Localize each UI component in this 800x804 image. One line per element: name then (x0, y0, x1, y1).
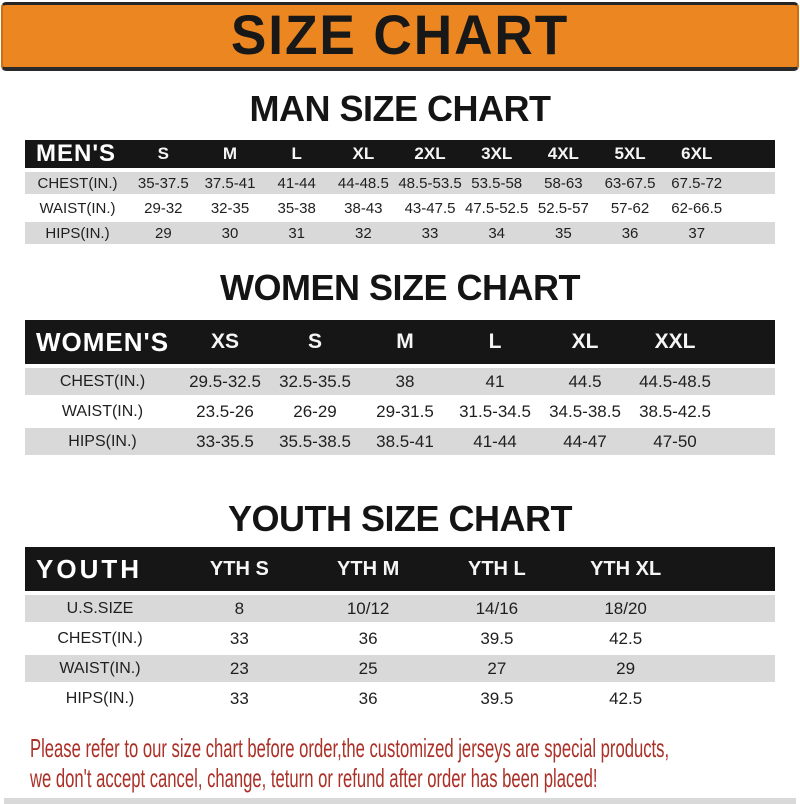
table-cell: 23 (229, 658, 249, 678)
table-cell: 41 (485, 371, 505, 391)
column-header: YTH S (209, 557, 269, 580)
column-header: M (222, 144, 238, 163)
table-cell: 14/16 (475, 598, 519, 618)
row-label: HIPS(IN.) (68, 432, 137, 450)
table-cell: 42.5 (609, 628, 643, 648)
row-label: U.S.SIZE (66, 599, 134, 617)
table-cell: 35.5-38.5 (279, 431, 351, 451)
table-cell: 43-47.5 (404, 199, 456, 217)
column-header: L (488, 330, 502, 353)
table-cell: 52.5-57 (537, 199, 589, 217)
size-section-youth (0, 500, 800, 715)
table-cell: 38.5-41 (376, 431, 434, 451)
table-cell: 32-35 (210, 199, 250, 217)
table-cell: 29 (154, 224, 172, 242)
bottom-divider (4, 798, 796, 804)
row-label: CHEST(IN.) (57, 629, 143, 647)
table-cell: 30 (221, 224, 239, 242)
table-cell: 35-38 (277, 199, 316, 217)
table-row (25, 222, 775, 244)
table-cell: 33 (229, 688, 249, 708)
column-header: 4XL (547, 144, 579, 163)
table-cell: 44-47 (563, 431, 607, 451)
table-row (25, 595, 775, 622)
row-label: HIPS(IN.) (65, 689, 135, 707)
table-row (25, 368, 775, 395)
column-header: M (396, 330, 414, 353)
column-header: XL (352, 144, 375, 163)
table-cell: 47.5-52.5 (465, 199, 529, 217)
table-cell: 34.5-38.5 (549, 401, 621, 421)
table-cell: 33-35.5 (196, 431, 254, 451)
table-cell: 37 (688, 224, 706, 242)
size-table-youth (25, 547, 775, 715)
row-label: HIPS(IN.) (45, 224, 110, 242)
table-corner-label: YOUTH (36, 553, 142, 584)
section-heading-men: MAN SIZE CHART (249, 88, 551, 129)
table-row (25, 398, 775, 425)
table-cell: 36 (358, 628, 378, 648)
table-cell: 57-62 (610, 199, 650, 217)
table-cell: 25 (358, 658, 378, 678)
table-cell: 32 (355, 224, 372, 242)
table-cell: 39.5 (480, 688, 514, 708)
table-cell: 10/12 (346, 598, 390, 618)
table-cell: 38-43 (344, 199, 383, 217)
table-cell: 33 (229, 628, 249, 648)
table-cell: 29-31.5 (376, 401, 434, 421)
table-cell: 39.5 (480, 628, 514, 648)
table-cell: 29.5-32.5 (189, 371, 261, 391)
column-header: YTH L (467, 557, 526, 580)
table-row (25, 428, 775, 455)
table-cell: 34 (488, 224, 506, 242)
table-row (25, 685, 775, 712)
table-cell: 26-29 (293, 401, 337, 421)
section-heading-women: WOMEN SIZE CHART (220, 267, 580, 308)
table-row (25, 655, 775, 682)
table-row (25, 172, 775, 194)
column-header: YTH M (337, 557, 400, 580)
size-section-women (0, 269, 800, 458)
table-cell: 44.5 (568, 371, 602, 391)
table-row (25, 197, 775, 219)
table-cell: 62-66.5 (671, 199, 723, 217)
size-section-men (0, 90, 800, 247)
column-header: XL (571, 330, 599, 353)
row-label: WAIST(IN.) (61, 402, 144, 420)
table-header (25, 320, 775, 364)
column-header: XXL (654, 330, 696, 353)
table-cell: 41-44 (473, 431, 517, 451)
size-table-women (25, 320, 775, 458)
table-cell: 35-37.5 (137, 174, 189, 192)
size-chart-page (0, 2, 800, 802)
table-cell: 29 (616, 658, 636, 678)
table-cell: 36 (621, 224, 639, 242)
footer-note-line-2: we don't accept cancel, change, teturn or refund after order has been placed! (30, 763, 598, 793)
table-cell: 23.5-26 (196, 401, 254, 421)
footer-note (30, 733, 800, 793)
footer-note-line-1: Please refer to our size chart before order,the customized jerseys are special products, (30, 733, 670, 763)
table-cell: 53.5-58 (471, 174, 523, 192)
column-header: S (157, 144, 169, 163)
column-header: L (291, 144, 302, 163)
column-header: 5XL (614, 144, 646, 163)
column-header: 3XL (481, 144, 513, 163)
table-cell: 41-44 (277, 174, 316, 192)
table-cell: 63-67.5 (604, 174, 656, 192)
table-corner-label: WOMEN'S (36, 326, 170, 357)
row-label: WAIST(IN.) (39, 199, 116, 217)
table-cell: 42.5 (609, 688, 643, 708)
table-cell: 67.5-72 (671, 174, 723, 192)
column-header: YTH XL (590, 557, 662, 580)
table-cell: 31.5-34.5 (459, 401, 531, 421)
table-cell: 37.5-41 (204, 174, 256, 192)
table-cell: 36 (358, 688, 378, 708)
column-header: S (307, 330, 322, 353)
table-cell: 44-48.5 (337, 174, 389, 192)
banner-title: SIZE CHART (230, 2, 570, 66)
table-cell: 58-63 (544, 174, 583, 192)
table-cell: 38.5-42.5 (639, 401, 711, 421)
table-cell: 31 (288, 224, 306, 242)
column-header: 6XL (681, 144, 713, 163)
table-cell: 32.5-35.5 (279, 371, 351, 391)
size-sections (0, 90, 800, 715)
table-cell: 44.5-48.5 (639, 371, 711, 391)
table-corner-label: MEN'S (36, 140, 117, 167)
column-header: XS (210, 330, 239, 353)
section-heading-youth: YOUTH SIZE CHART (227, 498, 572, 539)
column-header: 2XL (414, 144, 446, 163)
table-header (25, 547, 775, 591)
row-label: CHEST(IN.) (37, 174, 118, 192)
table-row (25, 625, 775, 652)
table-cell: 33 (421, 224, 439, 242)
table-cell: 29-32 (144, 199, 183, 217)
row-label: WAIST(IN.) (59, 659, 141, 677)
banner (1, 2, 799, 71)
table-cell: 18/20 (604, 598, 647, 618)
table-header (25, 140, 775, 168)
row-label: CHEST(IN.) (59, 372, 146, 390)
table-cell: 35 (555, 224, 572, 242)
size-table-men (25, 140, 775, 247)
table-cell: 47-50 (653, 431, 697, 451)
table-cell: 27 (487, 658, 507, 678)
table-cell: 8 (234, 598, 245, 618)
table-cell: 38 (395, 371, 415, 391)
table-cell: 48.5-53.5 (398, 174, 462, 192)
